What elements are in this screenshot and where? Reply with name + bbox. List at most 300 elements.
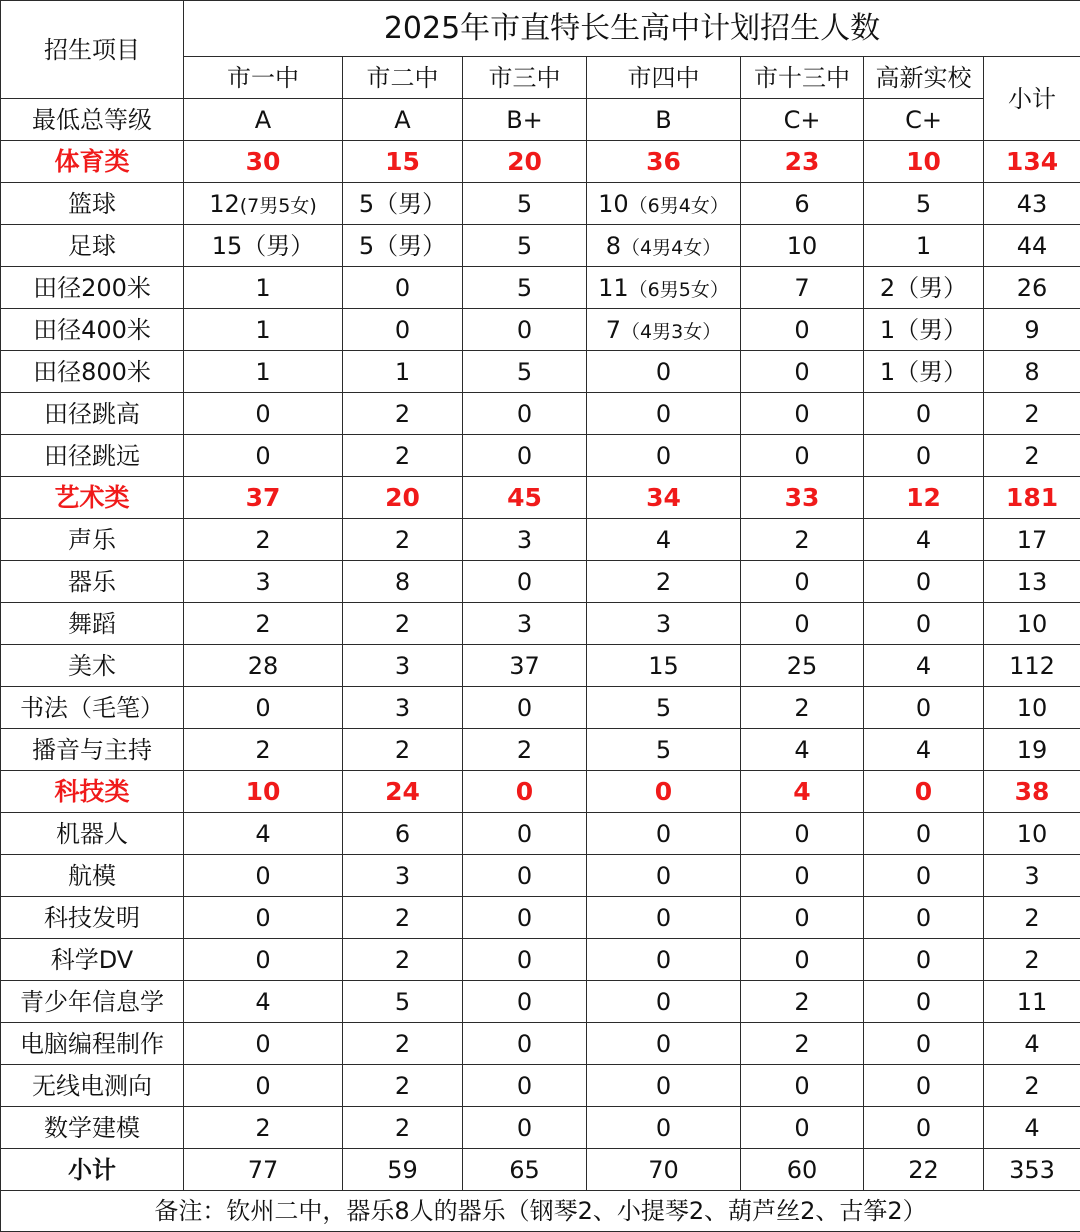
value-main: 8 xyxy=(606,232,621,260)
value-cell xyxy=(184,729,343,771)
value-breakdown: (7男5女) xyxy=(240,195,317,217)
value-cell xyxy=(184,267,343,309)
value-main: 0 xyxy=(395,274,410,302)
row-total-cell: 2 xyxy=(984,393,1080,435)
value-cell xyxy=(343,267,463,309)
value-main: 2 xyxy=(794,1030,809,1058)
value-main: 0 xyxy=(517,316,532,344)
totals-row xyxy=(1,1149,1080,1191)
row-total-cell: 13 xyxy=(984,561,1080,603)
value-main: 0 xyxy=(794,1114,809,1142)
value-breakdown: （4男4女） xyxy=(621,237,721,259)
value-main: 0 xyxy=(794,1072,809,1100)
category-label: 体育类 xyxy=(1,141,184,183)
value-cell xyxy=(463,225,587,267)
item-label: 篮球 xyxy=(1,183,184,225)
value-cell xyxy=(463,897,587,939)
value-main: 0 xyxy=(255,904,270,932)
row-total-cell: 112 xyxy=(984,645,1080,687)
row-total-cell: 3 xyxy=(984,855,1080,897)
category-value-cell: 24 xyxy=(343,771,463,813)
value-main: 2 xyxy=(395,736,410,764)
value-main: 0 xyxy=(794,568,809,596)
value-main: 2 xyxy=(395,946,410,974)
value-main: 6 xyxy=(395,820,410,848)
value-main: 0 xyxy=(794,442,809,470)
value-cell xyxy=(741,309,864,351)
value-main: 15 xyxy=(648,652,679,680)
value-main: 3 xyxy=(517,526,532,554)
value-main: 0 xyxy=(794,904,809,932)
row-total-cell: 44 xyxy=(984,225,1080,267)
row-total-cell: 9 xyxy=(984,309,1080,351)
category-row xyxy=(1,141,1080,183)
row-total-cell: 11 xyxy=(984,981,1080,1023)
value-cell xyxy=(587,939,741,981)
row-total-cell: 2 xyxy=(984,1065,1080,1107)
value-cell xyxy=(184,393,343,435)
value-cell xyxy=(864,435,984,477)
value-cell xyxy=(741,1023,864,1065)
value-cell xyxy=(587,603,741,645)
table-row xyxy=(1,351,1080,393)
value-main: 1 xyxy=(255,274,270,302)
value-cell xyxy=(184,435,343,477)
total-cell: 22 xyxy=(864,1149,984,1191)
value-main: 5 xyxy=(916,190,931,218)
value-cell xyxy=(463,1107,587,1149)
value-cell xyxy=(741,183,864,225)
row-total-cell: 17 xyxy=(984,519,1080,561)
value-main: 0 xyxy=(517,988,532,1016)
value-main: 0 xyxy=(517,694,532,722)
value-main: 2 xyxy=(395,526,410,554)
category-label: 科技类 xyxy=(1,771,184,813)
value-cell xyxy=(184,309,343,351)
value-main: 0 xyxy=(916,1030,931,1058)
value-main: 4 xyxy=(656,526,671,554)
table-row xyxy=(1,309,1080,351)
min-grade-cell: A xyxy=(343,99,463,141)
value-main: 2（男） xyxy=(880,274,967,302)
value-main: 5 xyxy=(395,988,410,1016)
value-main: 6 xyxy=(794,190,809,218)
value-cell xyxy=(864,981,984,1023)
item-label: 舞蹈 xyxy=(1,603,184,645)
value-cell xyxy=(864,1107,984,1149)
value-main: 0 xyxy=(517,904,532,932)
value-cell xyxy=(864,645,984,687)
value-cell xyxy=(587,1065,741,1107)
value-cell xyxy=(343,561,463,603)
category-total-cell: 38 xyxy=(984,771,1080,813)
corner-label: 招生项目 xyxy=(1,1,184,99)
value-cell xyxy=(741,1107,864,1149)
table-row xyxy=(1,939,1080,981)
value-main: 0 xyxy=(916,946,931,974)
value-main: 4 xyxy=(916,652,931,680)
value-main: 2 xyxy=(255,526,270,554)
value-cell xyxy=(741,813,864,855)
school-header: 市三中 xyxy=(463,57,587,99)
table-row xyxy=(1,561,1080,603)
value-main: 1（男） xyxy=(880,358,967,386)
category-value-cell: 0 xyxy=(864,771,984,813)
value-main: 1 xyxy=(255,316,270,344)
total-cell: 60 xyxy=(741,1149,864,1191)
value-cell xyxy=(741,603,864,645)
value-main: 8 xyxy=(395,568,410,596)
value-main: 3 xyxy=(395,652,410,680)
item-label: 科学DV xyxy=(1,939,184,981)
category-row xyxy=(1,477,1080,519)
value-cell xyxy=(741,351,864,393)
row-total-cell: 10 xyxy=(984,603,1080,645)
value-main: 0 xyxy=(656,1114,671,1142)
value-cell xyxy=(864,897,984,939)
value-cell xyxy=(864,603,984,645)
value-main: 0 xyxy=(255,1030,270,1058)
table-row xyxy=(1,519,1080,561)
totals-label: 小计 xyxy=(1,1149,184,1191)
value-main: 25 xyxy=(787,652,818,680)
value-cell xyxy=(463,1065,587,1107)
value-main: 2 xyxy=(395,1030,410,1058)
value-cell xyxy=(343,645,463,687)
value-cell xyxy=(741,729,864,771)
value-cell xyxy=(864,267,984,309)
value-cell xyxy=(741,1065,864,1107)
value-cell xyxy=(343,939,463,981)
value-cell xyxy=(343,225,463,267)
value-cell xyxy=(741,435,864,477)
value-main: 0 xyxy=(395,316,410,344)
value-main: 0 xyxy=(656,1072,671,1100)
value-main: 0 xyxy=(916,988,931,1016)
value-cell xyxy=(184,981,343,1023)
value-main: 4 xyxy=(255,988,270,1016)
table-row xyxy=(1,603,1080,645)
value-cell xyxy=(741,561,864,603)
item-label: 田径800米 xyxy=(1,351,184,393)
value-cell xyxy=(864,855,984,897)
row-total-cell: 10 xyxy=(984,687,1080,729)
value-main: 0 xyxy=(916,1072,931,1100)
value-main: 4 xyxy=(916,736,931,764)
note: 备注：钦州二中，器乐8人的器乐（钢琴2、小提琴2、葫芦丝2、古筝2） xyxy=(1,1191,1080,1232)
value-cell xyxy=(741,939,864,981)
value-cell xyxy=(463,267,587,309)
value-cell xyxy=(463,855,587,897)
category-value-cell: 4 xyxy=(741,771,864,813)
category-value-cell: 0 xyxy=(587,771,741,813)
value-main: 7 xyxy=(794,274,809,302)
category-value-cell: 15 xyxy=(343,141,463,183)
category-value-cell: 37 xyxy=(184,477,343,519)
value-main: 0 xyxy=(656,862,671,890)
item-label: 播音与主持 xyxy=(1,729,184,771)
item-label: 田径400米 xyxy=(1,309,184,351)
value-cell xyxy=(463,603,587,645)
value-cell xyxy=(587,1107,741,1149)
value-cell xyxy=(587,351,741,393)
value-cell xyxy=(463,729,587,771)
value-main: 0 xyxy=(794,946,809,974)
value-cell xyxy=(463,351,587,393)
school-header: 市四中 xyxy=(587,57,741,99)
value-cell xyxy=(463,309,587,351)
school-header: 市一中 xyxy=(184,57,343,99)
item-label: 航模 xyxy=(1,855,184,897)
value-cell xyxy=(184,897,343,939)
value-cell xyxy=(587,225,741,267)
table-row xyxy=(1,981,1080,1023)
value-main: 0 xyxy=(517,946,532,974)
row-total-cell: 43 xyxy=(984,183,1080,225)
item-label: 机器人 xyxy=(1,813,184,855)
category-value-cell: 20 xyxy=(463,141,587,183)
value-main: 2 xyxy=(395,904,410,932)
value-cell xyxy=(184,183,343,225)
value-main: 2 xyxy=(794,526,809,554)
value-cell xyxy=(343,393,463,435)
category-value-cell: 34 xyxy=(587,477,741,519)
value-main: 0 xyxy=(517,862,532,890)
value-main: 0 xyxy=(916,862,931,890)
value-main: 0 xyxy=(656,820,671,848)
value-breakdown: （6男5女） xyxy=(629,279,729,301)
row-total-cell: 19 xyxy=(984,729,1080,771)
value-cell xyxy=(184,561,343,603)
row-total-cell: 26 xyxy=(984,267,1080,309)
value-main: 5 xyxy=(656,694,671,722)
item-label: 科技发明 xyxy=(1,897,184,939)
value-main: 5（男） xyxy=(359,232,446,260)
value-main: 3 xyxy=(517,610,532,638)
value-cell xyxy=(864,561,984,603)
value-main: 2 xyxy=(395,1072,410,1100)
value-cell xyxy=(741,519,864,561)
value-main: 2 xyxy=(395,442,410,470)
min-grade-cell: B xyxy=(587,99,741,141)
value-main: 0 xyxy=(517,1072,532,1100)
value-cell xyxy=(587,267,741,309)
value-cell xyxy=(741,645,864,687)
category-value-cell: 10 xyxy=(184,771,343,813)
value-main: 2 xyxy=(517,736,532,764)
value-main: 1 xyxy=(255,358,270,386)
value-cell xyxy=(343,183,463,225)
value-cell xyxy=(343,897,463,939)
value-cell xyxy=(587,1023,741,1065)
value-cell xyxy=(463,813,587,855)
value-main: 2 xyxy=(395,610,410,638)
table-title: 2025年市直特长生高中计划招生人数 xyxy=(184,1,1080,57)
row-total-cell: 2 xyxy=(984,435,1080,477)
value-main: 0 xyxy=(255,694,270,722)
school-header: 高新实校 xyxy=(864,57,984,99)
category-total-cell: 181 xyxy=(984,477,1080,519)
category-label: 艺术类 xyxy=(1,477,184,519)
item-label: 田径跳高 xyxy=(1,393,184,435)
category-value-cell: 45 xyxy=(463,477,587,519)
min-grade-cell: C+ xyxy=(864,99,984,141)
value-cell xyxy=(343,981,463,1023)
value-cell xyxy=(864,939,984,981)
table-row xyxy=(1,813,1080,855)
item-label: 无线电测向 xyxy=(1,1065,184,1107)
value-cell xyxy=(463,393,587,435)
value-cell xyxy=(587,897,741,939)
item-label: 美术 xyxy=(1,645,184,687)
value-cell xyxy=(184,351,343,393)
value-cell xyxy=(184,225,343,267)
value-main: 10 xyxy=(598,190,629,218)
value-main: 0 xyxy=(656,946,671,974)
row-total-cell: 4 xyxy=(984,1023,1080,1065)
total-cell: 77 xyxy=(184,1149,343,1191)
value-main: 5 xyxy=(517,358,532,386)
value-breakdown: （6男4女） xyxy=(629,195,729,217)
value-cell xyxy=(184,1107,343,1149)
value-cell xyxy=(343,309,463,351)
value-cell xyxy=(587,309,741,351)
value-cell xyxy=(587,393,741,435)
value-cell xyxy=(587,687,741,729)
grand-total-cell: 353 xyxy=(984,1149,1080,1191)
value-main: 3 xyxy=(255,568,270,596)
value-cell xyxy=(587,981,741,1023)
value-main: 10 xyxy=(787,232,818,260)
value-cell xyxy=(184,519,343,561)
table-row xyxy=(1,267,1080,309)
value-cell xyxy=(184,645,343,687)
row-total-cell: 2 xyxy=(984,939,1080,981)
category-value-cell: 33 xyxy=(741,477,864,519)
value-cell xyxy=(463,645,587,687)
value-main: 2 xyxy=(794,988,809,1016)
value-main: 0 xyxy=(517,1114,532,1142)
value-cell xyxy=(184,603,343,645)
item-label: 器乐 xyxy=(1,561,184,603)
value-main: 0 xyxy=(794,358,809,386)
value-cell xyxy=(864,687,984,729)
value-cell xyxy=(343,855,463,897)
value-main: 3 xyxy=(656,610,671,638)
value-main: 0 xyxy=(255,442,270,470)
value-cell xyxy=(343,519,463,561)
value-cell xyxy=(343,813,463,855)
value-cell xyxy=(587,183,741,225)
value-cell xyxy=(463,687,587,729)
min-grade-cell: A xyxy=(184,99,343,141)
value-main: 0 xyxy=(255,1072,270,1100)
value-cell xyxy=(587,855,741,897)
value-main: 0 xyxy=(656,1030,671,1058)
value-main: 4 xyxy=(916,526,931,554)
item-label: 数学建模 xyxy=(1,1107,184,1149)
value-cell xyxy=(741,981,864,1023)
value-main: 0 xyxy=(916,400,931,428)
item-label: 电脑编程制作 xyxy=(1,1023,184,1065)
value-cell xyxy=(741,687,864,729)
row-total-cell: 4 xyxy=(984,1107,1080,1149)
item-label: 田径200米 xyxy=(1,267,184,309)
value-main: 0 xyxy=(255,946,270,974)
table-row xyxy=(1,687,1080,729)
value-main: 1 xyxy=(916,232,931,260)
value-cell xyxy=(343,351,463,393)
total-cell: 59 xyxy=(343,1149,463,1191)
value-cell xyxy=(184,939,343,981)
value-cell xyxy=(864,183,984,225)
value-main: 4 xyxy=(255,820,270,848)
category-value-cell: 10 xyxy=(864,141,984,183)
value-cell xyxy=(343,435,463,477)
value-main: 1 xyxy=(395,358,410,386)
value-cell xyxy=(741,855,864,897)
value-cell xyxy=(587,519,741,561)
value-cell xyxy=(864,519,984,561)
value-main: 0 xyxy=(916,1114,931,1142)
row-total-cell: 2 xyxy=(984,897,1080,939)
item-label: 声乐 xyxy=(1,519,184,561)
value-cell xyxy=(184,1065,343,1107)
value-cell xyxy=(587,729,741,771)
value-cell xyxy=(184,1023,343,1065)
value-main: 0 xyxy=(916,820,931,848)
item-label: 足球 xyxy=(1,225,184,267)
min-grade-label: 最低总等级 xyxy=(1,99,184,141)
min-grade-cell: B+ xyxy=(463,99,587,141)
category-row xyxy=(1,771,1080,813)
value-cell xyxy=(864,309,984,351)
value-main: 0 xyxy=(656,400,671,428)
value-main: 0 xyxy=(794,316,809,344)
value-cell xyxy=(463,1023,587,1065)
table-row xyxy=(1,1065,1080,1107)
value-main: 2 xyxy=(656,568,671,596)
value-cell xyxy=(864,225,984,267)
value-cell xyxy=(587,435,741,477)
value-main: 0 xyxy=(656,904,671,932)
table-row xyxy=(1,1107,1080,1149)
value-main: 0 xyxy=(517,400,532,428)
value-cell xyxy=(463,981,587,1023)
category-value-cell: 20 xyxy=(343,477,463,519)
value-cell xyxy=(343,1107,463,1149)
value-main: 0 xyxy=(916,442,931,470)
value-main: 0 xyxy=(517,820,532,848)
value-main: 12 xyxy=(209,190,240,218)
value-main: 2 xyxy=(255,736,270,764)
value-cell xyxy=(741,897,864,939)
value-cell xyxy=(184,855,343,897)
value-main: 0 xyxy=(916,904,931,932)
value-main: 37 xyxy=(509,652,540,680)
value-main: 5 xyxy=(656,736,671,764)
value-main: 0 xyxy=(656,988,671,1016)
value-main: 4 xyxy=(794,736,809,764)
value-cell xyxy=(343,603,463,645)
value-main: 0 xyxy=(656,358,671,386)
value-main: 2 xyxy=(255,1114,270,1142)
category-value-cell: 23 xyxy=(741,141,864,183)
value-cell xyxy=(343,687,463,729)
value-cell xyxy=(587,561,741,603)
value-cell xyxy=(463,939,587,981)
value-cell xyxy=(463,435,587,477)
